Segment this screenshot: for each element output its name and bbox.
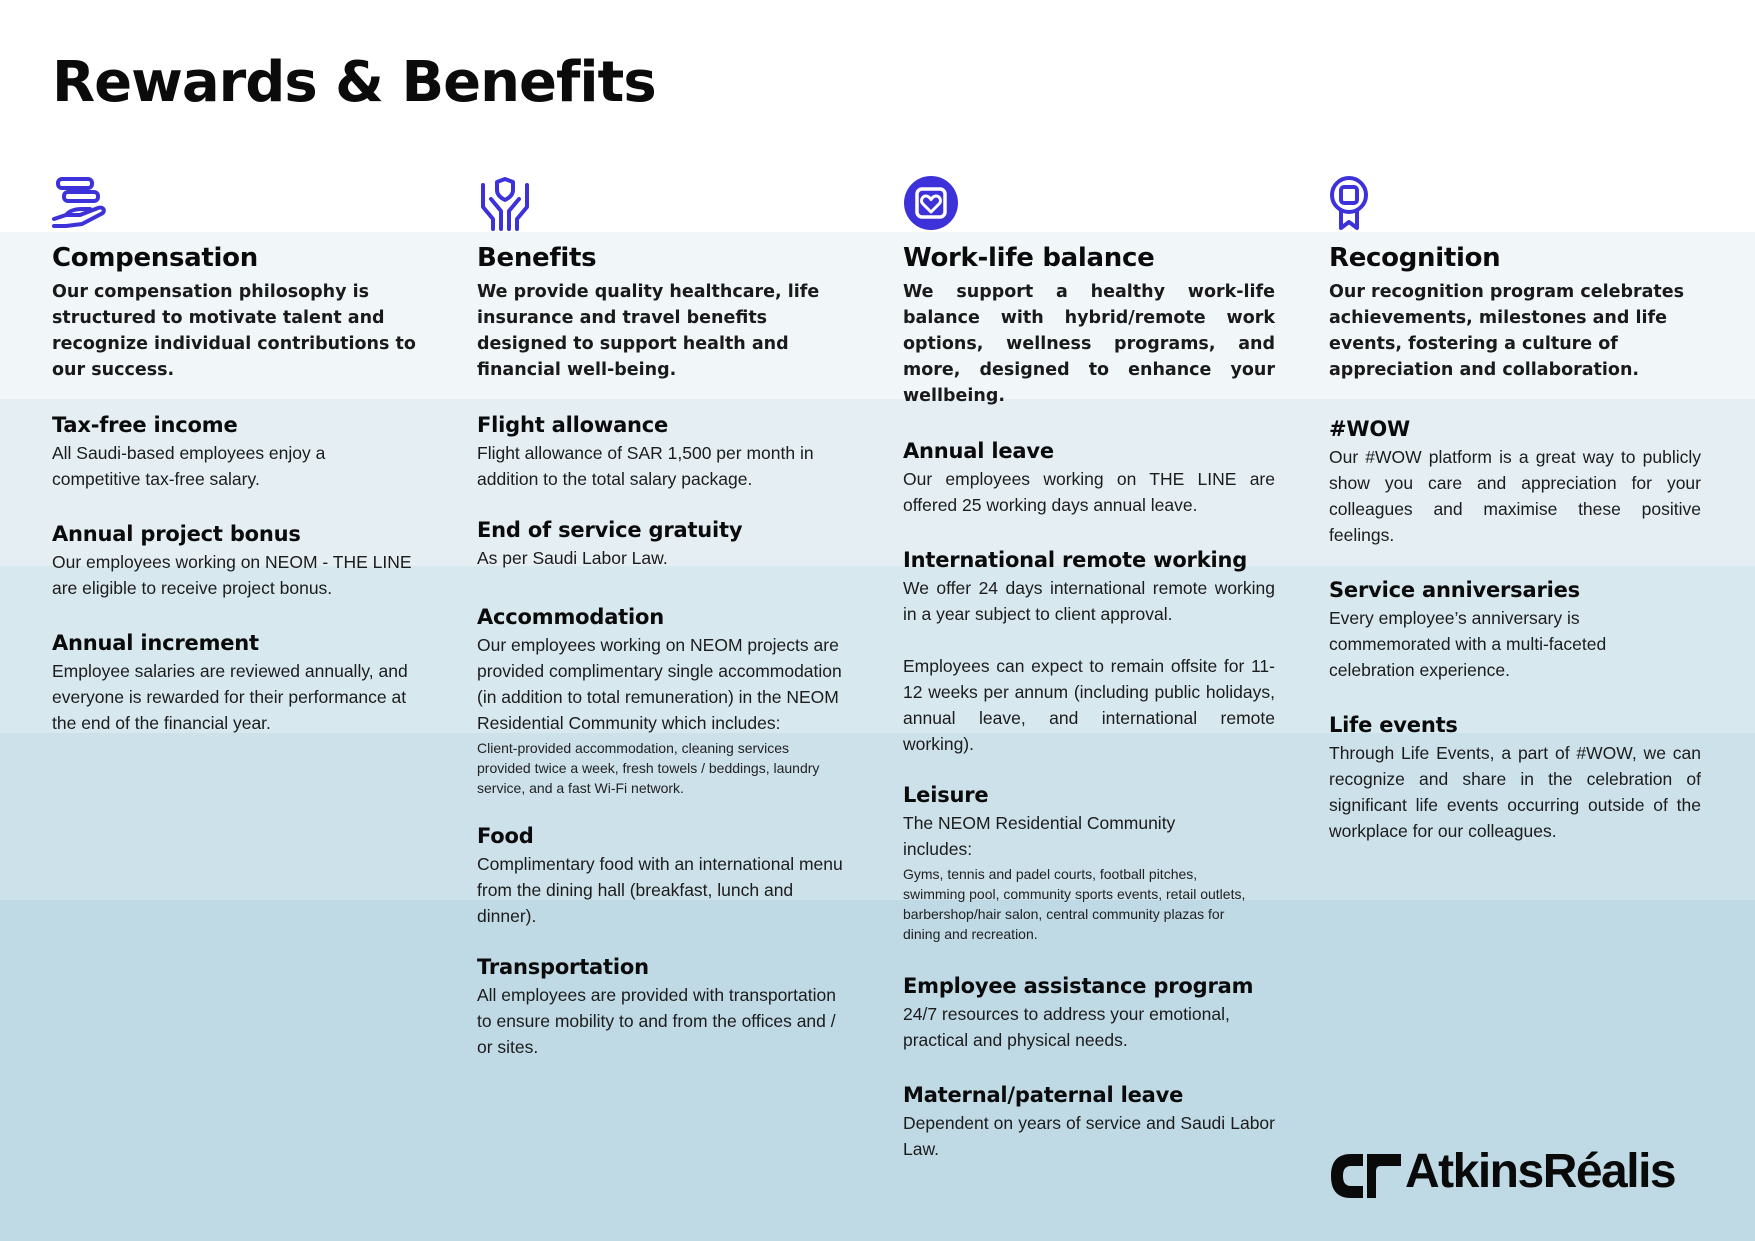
section-title: Tax-free income (52, 413, 238, 437)
section-food (477, 824, 852, 929)
section-body: Employee salaries are reviewed annually, and everyone is rewarded for their performance at the end of the financial year. (52, 661, 408, 733)
section-body: The NEOM Residential Community includes: (903, 813, 1176, 859)
section-title: Annual project bonus (52, 522, 301, 546)
section-maternal-paternal-leave (903, 1083, 1278, 1162)
section-title: Leisure (903, 783, 989, 807)
section-annual-increment (52, 631, 427, 736)
section-body: Complimentary food with an international menu from the dining hall (breakfast, lunch and dinner). (477, 854, 843, 926)
section-body: 24/7 resources to address your emotional, practical and physical needs. (903, 1004, 1230, 1050)
section-wow (1329, 417, 1704, 548)
column-intro: Our compensation philosophy is structured to motivate talent and recognize individual contributions to our success. (52, 282, 416, 380)
column-benefits (477, 175, 852, 1060)
column-recognition (1329, 175, 1704, 844)
section-body: All Saudi-based employees enjoy a competitive tax-free salary. (52, 443, 326, 489)
company-logo (1329, 1145, 1709, 1204)
section-body: Our employees working on THE LINE are offered 25 working days annual leave. (903, 469, 1275, 515)
column-intro: Our recognition program celebrates achievements, milestones and life events, fostering a culture of appreciation and collaboration. (1329, 282, 1685, 380)
section-title: Service anniversaries (1329, 578, 1580, 602)
section-transportation (477, 955, 852, 1060)
section-employee-assistance-program (903, 974, 1278, 1053)
section-title: #WOW (1329, 417, 1410, 441)
column-intro: We provide quality healthcare, life insurance and travel benefits designed to support health and financial well-being. (477, 282, 820, 380)
section-title: Flight allowance (477, 413, 669, 437)
column-compensation (52, 175, 427, 736)
section-life-events (1329, 713, 1704, 844)
logo-mark-icon (1329, 1150, 1403, 1202)
section-title: Annual increment (52, 631, 259, 655)
section-body: Our employees working on NEOM - THE LINE are eligible to receive project bonus. (52, 552, 412, 598)
section-title: Accommodation (477, 605, 664, 629)
section-body: Our #WOW platform is a great way to publicly show you care and appreciation for your colleagues and maximise these positive feelings. (1329, 447, 1701, 545)
logo-wordmark: AtkinsRéalis (1405, 1145, 1676, 1198)
section-body: Flight allowance of SAR 1,500 per month in addition to the total salary package. (477, 443, 814, 489)
award-ribbon-icon (1329, 175, 1385, 231)
column-heading: Compensation (52, 243, 258, 273)
section-accommodation (477, 605, 852, 798)
column-intro: We support a healthy work-life balance with hybrid/remote work options, wellness programs, and more, designed to enhance your wellbeing. (903, 282, 1275, 406)
section-body: We offer 24 days international remote working in a year subject to client approval. (903, 578, 1275, 624)
column-work-life-balance (903, 175, 1278, 1162)
section-end-of-service-gratuity (477, 518, 852, 571)
section-title: Life events (1329, 713, 1458, 737)
section-body: All employees are provided with transportation to ensure mobility to and from the offices and / or sites. (477, 985, 836, 1057)
section-body: Dependent on years of service and Saudi Labor Law. (903, 1113, 1275, 1159)
section-note: Gyms, tennis and padel courts, football pitches, swimming pool, community sports events, retail outlets, barbershop/hair salon, central community plazas for dining and recreation. (903, 866, 1246, 942)
section-title: International remote working (903, 548, 1248, 572)
section-body: Every employee’s anniversary is commemorated with a multi-faceted celebration experience. (1329, 608, 1607, 680)
column-heading: Work-life balance (903, 243, 1155, 273)
section-title: Maternal/paternal leave (903, 1083, 1184, 1107)
section-leisure (903, 783, 1278, 944)
column-heading: Benefits (477, 243, 597, 273)
section-tax-free-income (52, 413, 427, 492)
section-annual-leave (903, 439, 1278, 518)
section-note: Client-provided accommodation, cleaning services provided twice a week, fresh towels / beddings, laundry service, and a fast Wi-Fi network. (477, 740, 820, 796)
column-heading: Recognition (1329, 243, 1501, 273)
section-title: Transportation (477, 955, 649, 979)
section-body: Through Life Events, a part of #WOW, we can recognize and share in the celebration of significant life events occurring outside of the workplace for our colleagues. (1329, 743, 1701, 841)
section-title: Food (477, 824, 534, 848)
section-title: Employee assistance program (903, 974, 1254, 998)
section-service-anniversaries (1329, 578, 1704, 683)
page-title: Rewards & Benefits (52, 50, 656, 115)
hands-shield-icon (477, 175, 533, 231)
section-body: Our employees working on NEOM projects are provided complimentary single accommodation (in addition to total remuneration) in the NEOM Residential Community which includes: (477, 635, 842, 733)
hand-money-icon (52, 175, 108, 231)
section-title: End of service gratuity (477, 518, 743, 542)
section-title: Annual leave (903, 439, 1054, 463)
section-international-remote-working (903, 548, 1278, 757)
section-body-extra: Employees can expect to remain offsite for 11-12 weeks per annum (including public holidays, annual leave, and international remote working). (903, 656, 1275, 754)
section-annual-project-bonus (52, 522, 427, 601)
section-body: As per Saudi Labor Law. (477, 548, 668, 568)
section-flight-allowance (477, 413, 852, 492)
heart-frame-icon (903, 175, 959, 231)
